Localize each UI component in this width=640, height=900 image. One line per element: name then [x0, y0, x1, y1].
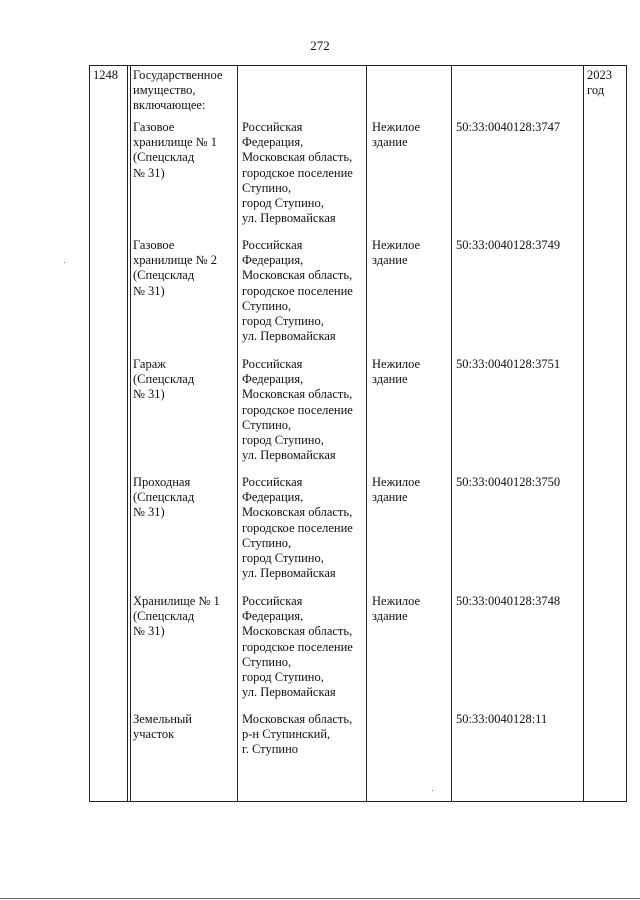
row-number: 1248 [93, 68, 118, 82]
item-address: Российская Федерация, Московская область, городское поселение Ступино, город Ступино, ул. Первомайская [242, 120, 353, 226]
column-divider [451, 65, 452, 802]
table-left-border [89, 65, 90, 802]
item-type: Нежилое здание [372, 238, 421, 268]
item-cadastral-number: 50:33:0040128:3748 [456, 594, 561, 608]
item-type: Нежилое здание [372, 475, 421, 505]
item-name: Проходная (Спецсклад № 31) [133, 475, 195, 520]
item-name: Земельный участок [133, 712, 192, 742]
page-number: 272 [310, 38, 330, 53]
item-name: Газовое хранилище № 2 (Спецсклад № 31) [133, 238, 217, 298]
scan-edge-line [0, 898, 640, 899]
scan-speck [432, 790, 433, 791]
item-address: Российская Федерация, Московская область, городское поселение Ступино, город Ступино, ул. Первомайская [242, 594, 353, 700]
column-divider [237, 65, 238, 802]
item-address: Российская Федерация, Московская область, городское поселение Ступино, город Ступино, ул. Первомайская [242, 238, 353, 344]
column-divider [127, 65, 131, 802]
item-address: Московская область, р-н Ступинский, г. Ступино [242, 712, 353, 757]
table-right-border [626, 65, 627, 802]
item-cadastral-number: 50:33:0040128:3749 [456, 238, 561, 252]
item-cadastral-number: 50:33:0040128:11 [456, 712, 548, 726]
item-cadastral-number: 50:33:0040128:3747 [456, 120, 561, 134]
table-top-border [89, 65, 627, 66]
item-name: Газовое хранилище № 1 (Спецсклад № 31) [133, 120, 217, 180]
table-bottom-border [89, 801, 627, 802]
item-name: Хранилище № 1 (Спецсклад № 31) [133, 594, 220, 639]
scan-speck [64, 262, 65, 263]
item-type: Нежилое здание [372, 357, 421, 387]
item-address: Российская Федерация, Московская область, городское поселение Ступино, город Ступино, ул. Первомайская [242, 475, 353, 581]
item-name: Гараж (Спецсклад № 31) [133, 357, 195, 402]
item-cadastral-number: 50:33:0040128:3750 [456, 475, 561, 489]
column-divider [583, 65, 584, 802]
item-type: Нежилое здание [372, 120, 421, 150]
column-divider [366, 65, 367, 802]
year-cell: 2023 год [587, 68, 612, 98]
item-cadastral-number: 50:33:0040128:3751 [456, 357, 561, 371]
property-header: Государственное имущество, включающее: [133, 68, 223, 113]
registry-table [89, 65, 627, 802]
item-address: Российская Федерация, Московская область, городское поселение Ступино, город Ступино, ул. Первомайская [242, 357, 353, 463]
item-type: Нежилое здание [372, 594, 421, 624]
